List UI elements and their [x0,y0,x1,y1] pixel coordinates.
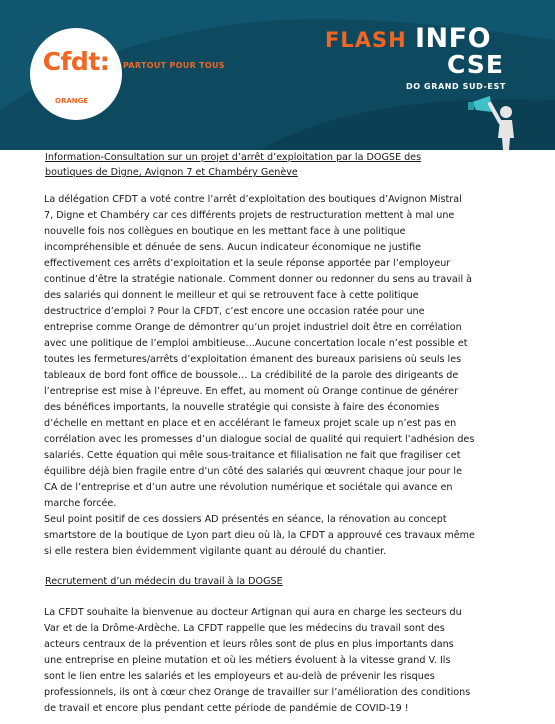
text-line: nouvelle fois nos collègues en boutique en les mettant face à une politique [44,226,406,237]
text-line: La délégation CFDT a voté contre l’arrêt d’exploitation des boutiques d’Avignon Mistral [44,194,462,205]
text-line: de travail et encore plus pendant cette période de pandémie de COVID-19 ! [44,703,409,714]
text-line: des salariés qui donnent le meilleur et qui se retrouvent face à cette politique [44,290,419,301]
section2-paragraph [44,605,516,717]
text-line: sont le lien entre les salariés et les employeurs et au-delà de prévenir les risques [44,671,435,682]
text-line: destructrice d’emploi ? Pour la CFDT, c’est encore une occasion ratée pour une [44,306,425,317]
section2-title: Recrutement d’un médecin du travail à la DOGSE [45,576,283,587]
text-line: continue d’être la stratégie nationale. Comment donner ou redonner du sens au travail à [44,274,473,285]
text-line: effectivement ces arrêts d’exploitation et la seule réponse apportée par l’employeur [44,258,451,269]
text-line: marche forcée. [44,498,117,509]
region-subtitle: DO GRAND SUD-EST [406,82,506,91]
section1-title-line1: Information-Consultation sur un projet d’arrêt d’exploitation par la DOGSE des [45,152,422,163]
header-banner [0,0,555,150]
text-line: des bénéfices importants, la nouvelle stratégie qui consiste à faire des économies [44,402,440,413]
section1-title-line2: boutiques de Digne, Avignon 7 et Chambéry Genève [45,167,298,178]
text-line: toutes les fermetures/arrêts d’exploitation émanent des bureaux parisiens où seuls les [44,354,462,365]
text-line: avec une politique de l’emploi ambitieuse…Aucune concertation locale n’est possible et [44,338,468,349]
text-line: Var et de la Drôme-Ardèche. La CFDT rappelle que les médecins du travail sont des [44,623,445,634]
text-line: tableaux de bord font office de boussole… La crédibilité de la parole des dirigeants de [44,370,459,381]
text-line: CA de l’entreprise et d’un autre une révolution numérique et sociétale qui avance en [44,482,453,493]
text-line: incompréhensible et dénuée de sens. Aucun indicateur économique ne justifie [44,242,422,253]
text-line: Seul point positif de ces dossiers AD présentés en séance, la rénovation au concept [44,514,447,525]
text-line: corrélation avec les promesses d’un dialogue social de qualité qui requiert l’adhésion des [44,434,475,445]
text-line: professionnels, ils ont à cœur chez Orange de travailler sur l’amélioration des conditions [44,687,471,698]
text-line: salariés. Cette équation qui mêle sous-traitance et filialisation ne fait que fragiliser cet [44,450,461,461]
text-line: 7, Digne et Chambéry car ces différents projets de restructuration mettent à mal une [44,210,455,221]
text-line: l’entreprise est mise à l’épreuve. En effet, au moment où Orange continue de générer [44,386,459,397]
flash-word: FLASH [325,28,407,52]
section1-paragraph [44,192,516,560]
info-word: INFO [415,23,492,54]
text-line: entreprise comme Orange de démontrer qu’un projet industriel doit être en corrélation [44,322,462,333]
text-line: acteurs centraux de la prévention et leurs rôles sont de plus en plus importants dans [44,639,454,650]
megaphone-person-icon [466,88,526,150]
logo-subtitle: ORANGE [55,97,89,105]
text-line: d’échelle en mettant en place et en accélérant le fameux projet scale up n’est pas en [44,418,457,429]
text-line: équilibre déjà bien fragile entre d’un côté des salariés qui œuvrent chaque jour pour le [44,466,463,477]
text-line: si elle restera bien évidemment vigilante quant au déroulé du chantier. [44,546,387,557]
text-line: une entreprise en pleine mutation et où les métiers évoluent à la vitesse grand V. Ils [44,655,451,666]
text-line: smartstore de la boutique de Lyon part dieu où là, la CFDT a approuvé ces travaux même [44,530,475,541]
cse-title: CSE [447,50,504,79]
cfdt-logo-text: Cfdt: [42,47,110,76]
text-line: La CFDT souhaite la bienvenue au docteur Artignan qui aura en charge les secteurs du [44,607,462,618]
slogan: PARTOUT POUR TOUS [123,61,225,70]
